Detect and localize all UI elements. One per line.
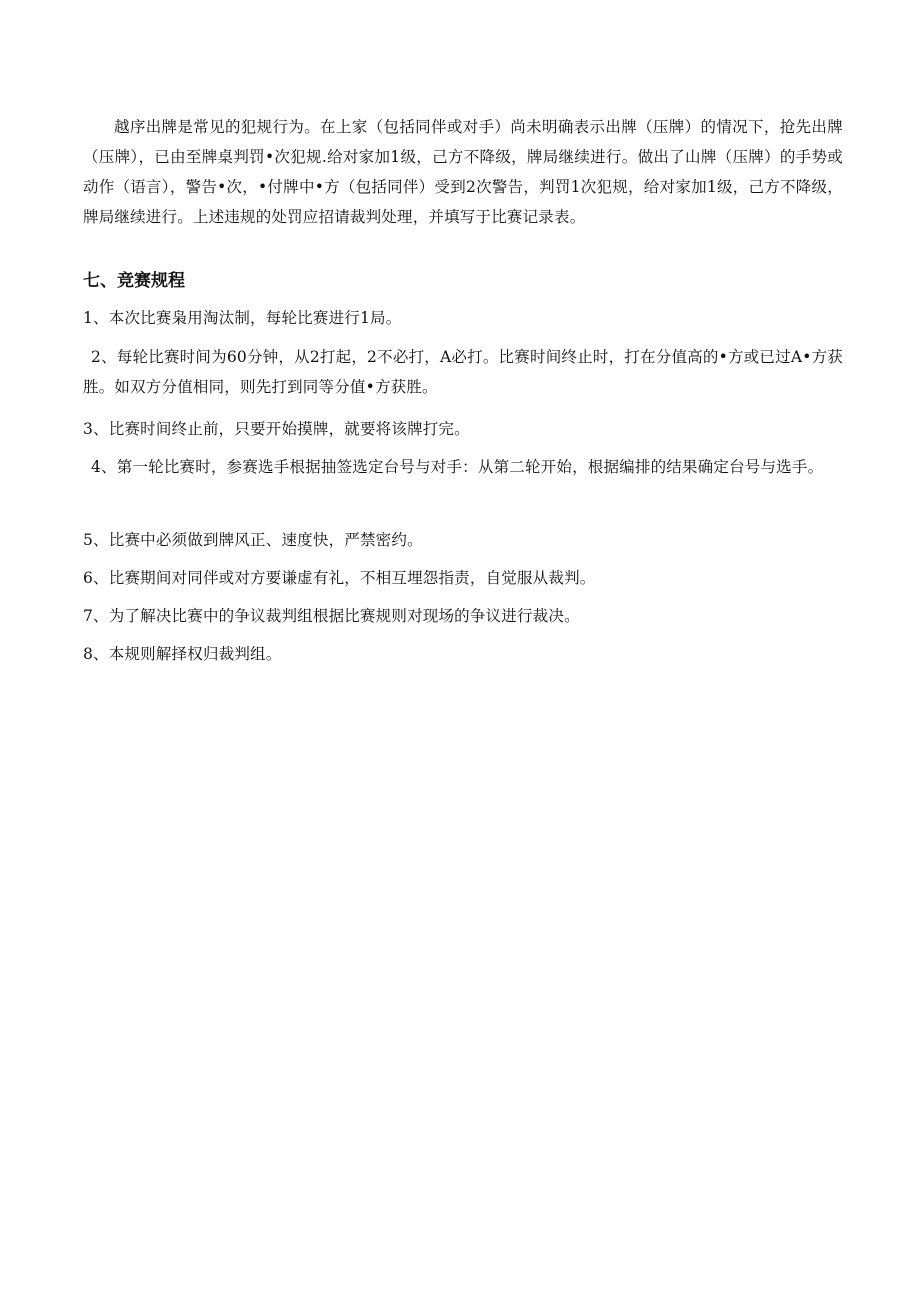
rule-item-5: 5、比赛中必须做到牌风正、速度快，严禁密约。 xyxy=(83,531,423,549)
rule-item-1: 1、本次比赛枭用淘汰制，每轮比赛进行1局。 xyxy=(83,309,402,327)
section-heading: 七、竞赛规程 xyxy=(83,271,185,291)
rule-item-8: 8、本规则解择权归裁判组。 xyxy=(83,645,282,663)
rule-item-6: 6、比赛期间对同伴或对方要谦虚有礼，不相互埋怨指责，自觉服从裁判。 xyxy=(83,569,596,587)
rule-item-3: 3、比赛时间终止前，只要开始摸牌，就要将该牌打完。 xyxy=(83,420,470,438)
rule-item-7: 7、为了解决比赛中的争议裁判组根据比赛规则对现场的争议进行裁决。 xyxy=(83,607,580,625)
rule-item-4: 4、第一轮比赛时，参赛选手根据抽签选定台号与对手：从第二轮开始，根据编排的结果确定台号与选手。 xyxy=(91,458,824,476)
rule-item-2: 2、每轮比赛时间为60分钟，从2打起，2不必打，A必打。比赛时间终止时，打在分值高的•方或已过A•方获胜。如双方分值相同，则先打到同等分值•方获胜。 xyxy=(83,348,843,396)
intro-paragraph: 越序出牌是常见的犯规行为。在上家（包括同伴或对手）尚未明确表示出牌（压牌）的情况下，抢先出牌（压牌），已由至牌桌判罚•次犯规.给对家加1级，己方不降级，牌局继续进行。做出了山牌（压牌）的手势或动作（语言），警告•次，•付牌中•方（包括同伴）受到2次警告，判罚1次犯规，给对家加1级，己方不降级，牌局继续进行。上述违规的处罚应招请裁判处理，并填写于比赛记录表。 xyxy=(83,118,843,226)
